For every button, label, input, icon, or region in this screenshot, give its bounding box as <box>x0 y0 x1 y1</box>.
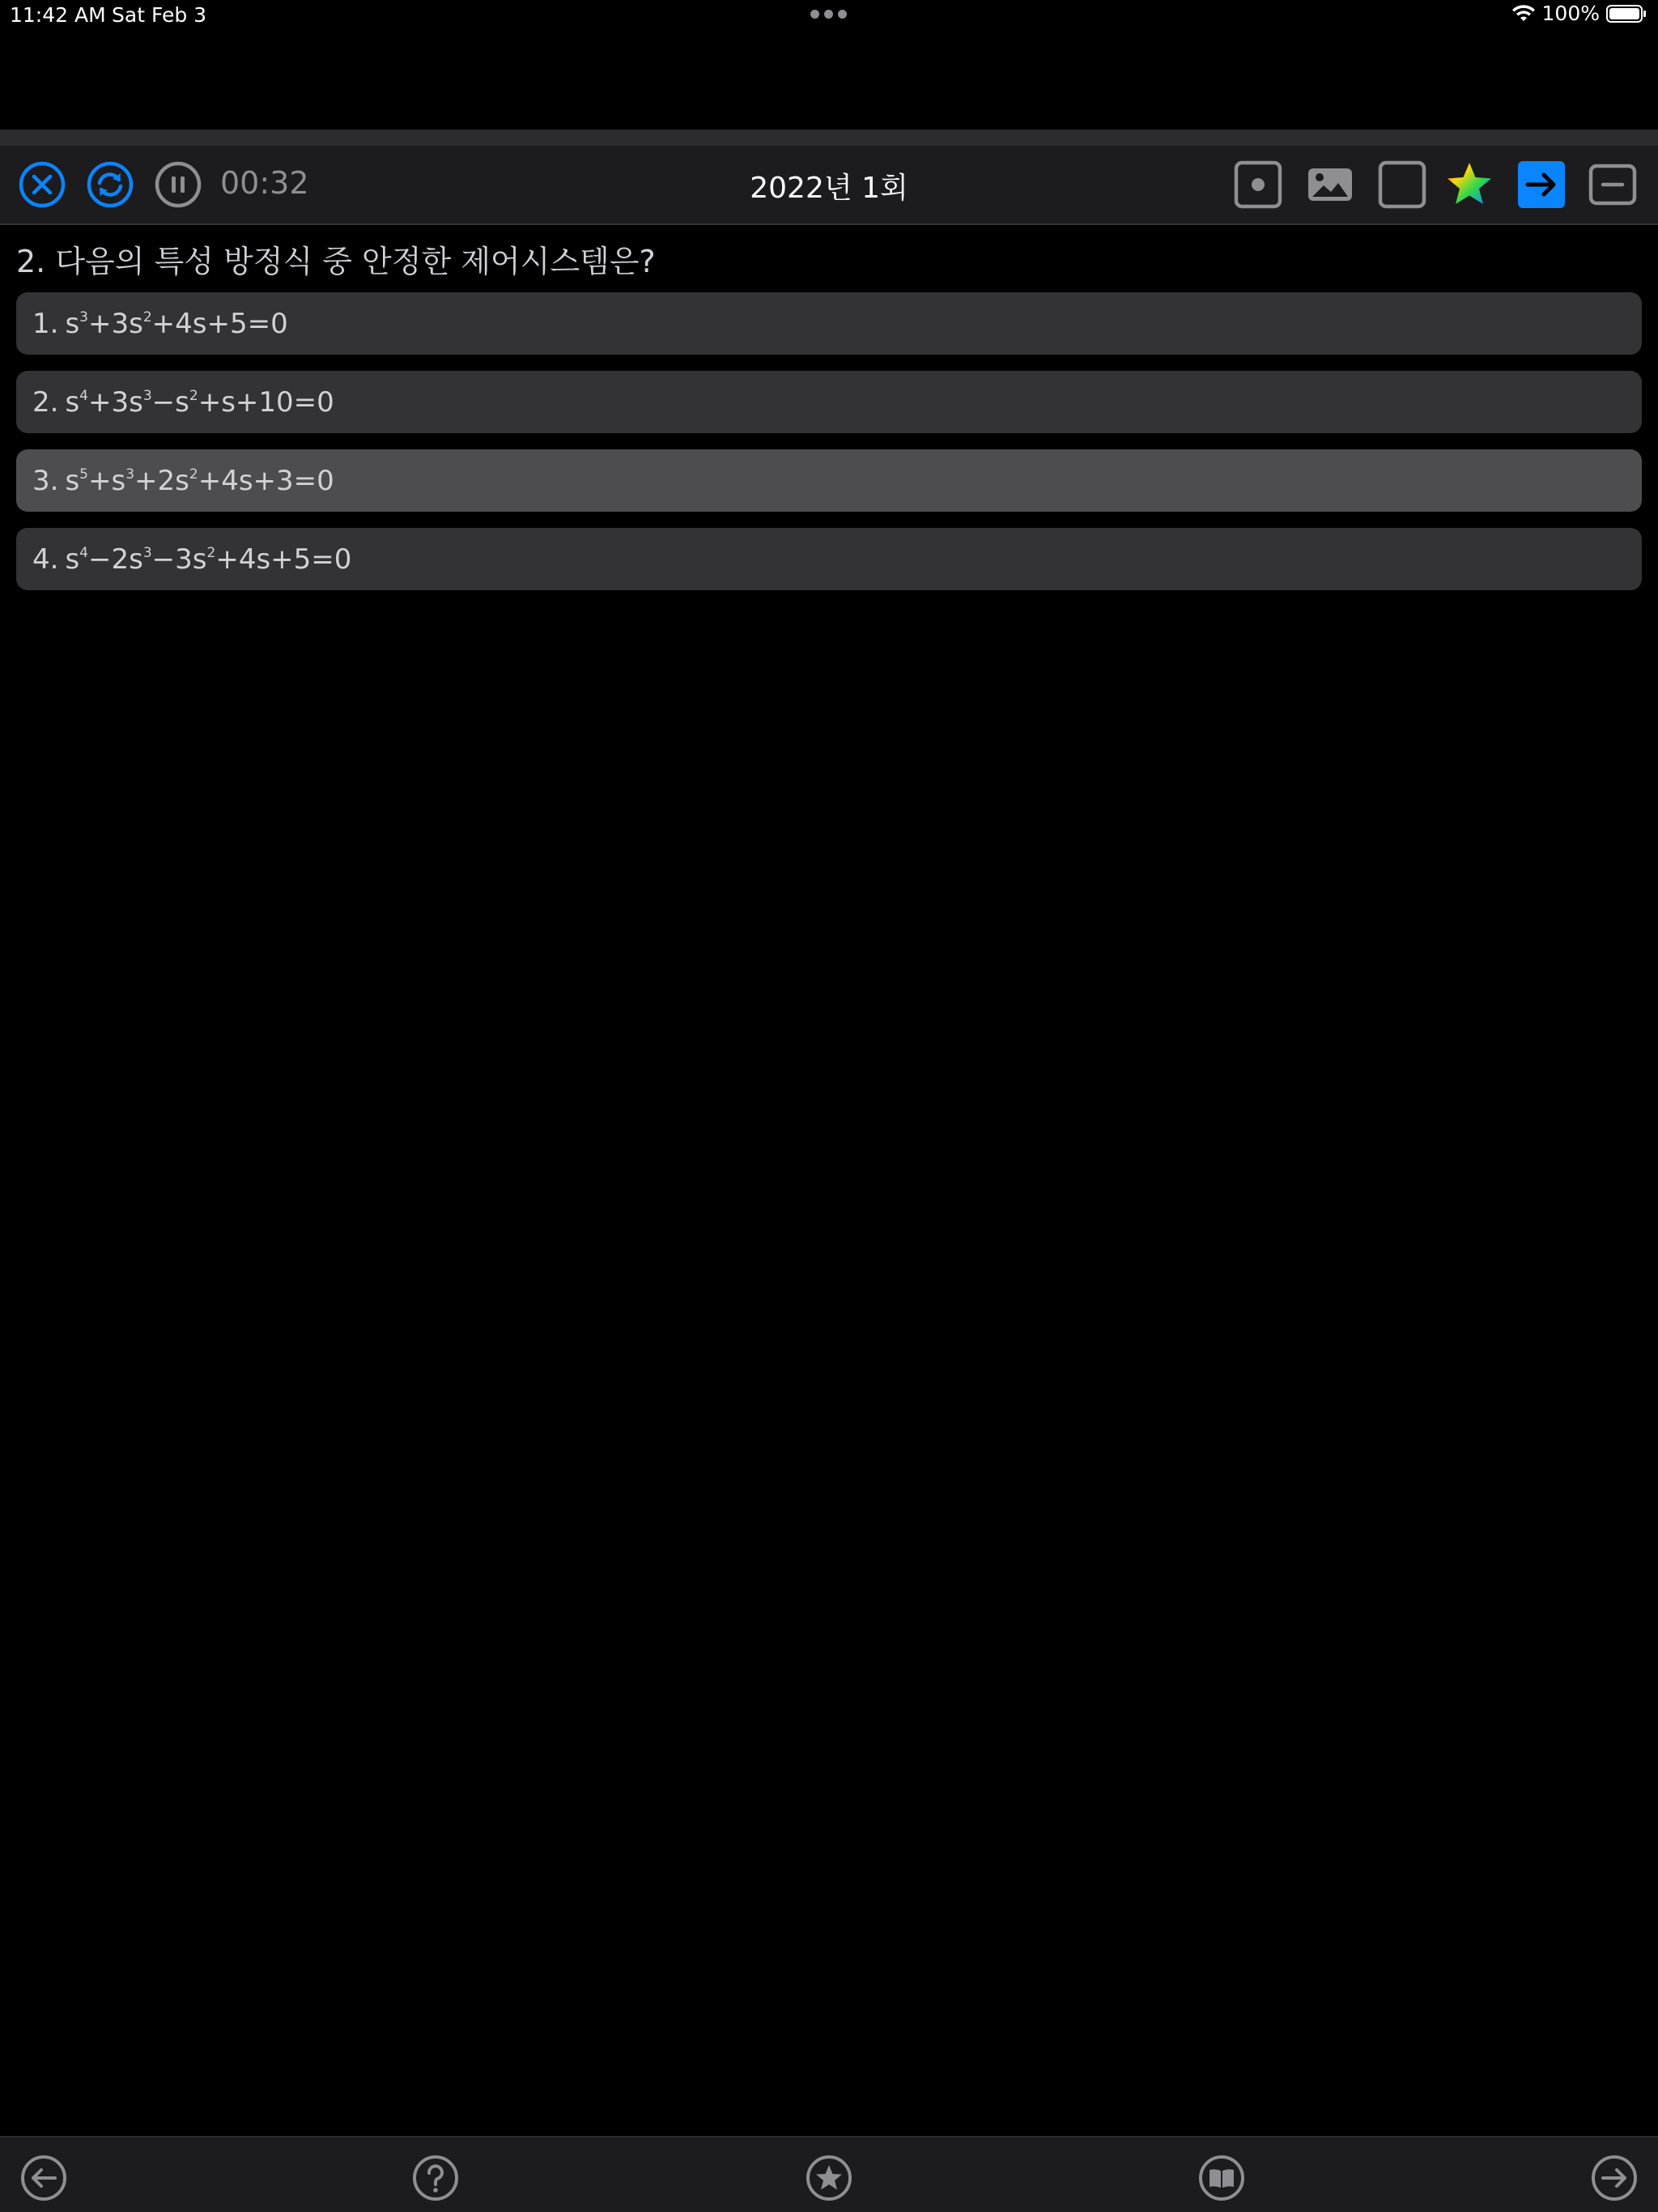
previous-button[interactable] <box>19 2154 68 2202</box>
question-text: 2. 다음의 특성 방정식 중 안정한 제어시스템은? <box>16 244 656 279</box>
battery-percent: 100% <box>1541 2 1600 25</box>
page-title: 2022년 1회 <box>750 172 908 205</box>
favorite-button[interactable] <box>1445 160 1494 209</box>
choice-1[interactable] <box>16 292 1642 355</box>
status-time: 11:42 AM <box>10 3 106 27</box>
choice-number: 1. <box>32 307 59 340</box>
next-arrow-button[interactable] <box>1517 160 1566 209</box>
image-button[interactable] <box>1306 160 1354 209</box>
refresh-button[interactable] <box>86 160 134 209</box>
bottom-bar <box>0 2136 1658 2212</box>
choice-equation: $s^5+s^3+2s^2+4s+3=0$ <box>65 464 334 497</box>
arrow-right-icon <box>1517 160 1566 209</box>
choice-equation: $s^3+3s^2+4s+5=0$ <box>65 307 288 340</box>
status-bar <box>0 0 1658 32</box>
choice-number: 4. <box>32 542 59 576</box>
status-indicators <box>1511 2 1647 25</box>
help-button[interactable] <box>411 2154 460 2202</box>
choice-3[interactable] <box>16 449 1642 512</box>
book-circle-icon <box>1197 2154 1246 2202</box>
image-icon <box>1306 160 1354 209</box>
record-button[interactable] <box>1234 160 1282 209</box>
choice-equation: $s^4-2s^3-3s^2+4s+5=0$ <box>65 542 352 576</box>
choice-equation: $s^4+3s^3-s^2+s+10=0$ <box>65 385 334 419</box>
toolbar <box>0 146 1658 225</box>
choice-4[interactable] <box>16 528 1642 590</box>
battery-icon <box>1606 4 1647 23</box>
window-strip <box>0 130 1658 146</box>
star-circle-icon <box>805 2154 853 2202</box>
square-icon <box>1378 160 1426 209</box>
bookmark-star-button[interactable] <box>805 2154 853 2202</box>
minimize-button[interactable] <box>1588 160 1637 209</box>
record-icon <box>1234 160 1282 209</box>
arrow-left-circle-icon <box>19 2154 68 2202</box>
minus-square-icon <box>1588 160 1637 209</box>
multitasking-dots-icon[interactable] <box>810 10 847 19</box>
wifi-icon <box>1511 4 1536 23</box>
choice-number: 2. <box>32 385 59 419</box>
timer: 00:32 <box>220 165 309 201</box>
choice-number: 3. <box>32 464 59 497</box>
status-date: Sat Feb 3 <box>112 3 207 27</box>
choice-2[interactable] <box>16 371 1642 433</box>
checkbox-button[interactable] <box>1378 160 1426 209</box>
arrow-right-circle-icon <box>1590 2154 1639 2202</box>
book-button[interactable] <box>1197 2154 1246 2202</box>
refresh-icon <box>86 160 134 209</box>
close-button[interactable] <box>18 160 66 209</box>
rainbow-star-icon <box>1445 160 1494 209</box>
close-icon <box>18 160 66 209</box>
question-circle-icon <box>411 2154 460 2202</box>
next-button[interactable] <box>1590 2154 1639 2202</box>
pause-icon <box>154 160 202 209</box>
pause-button[interactable] <box>154 160 202 209</box>
